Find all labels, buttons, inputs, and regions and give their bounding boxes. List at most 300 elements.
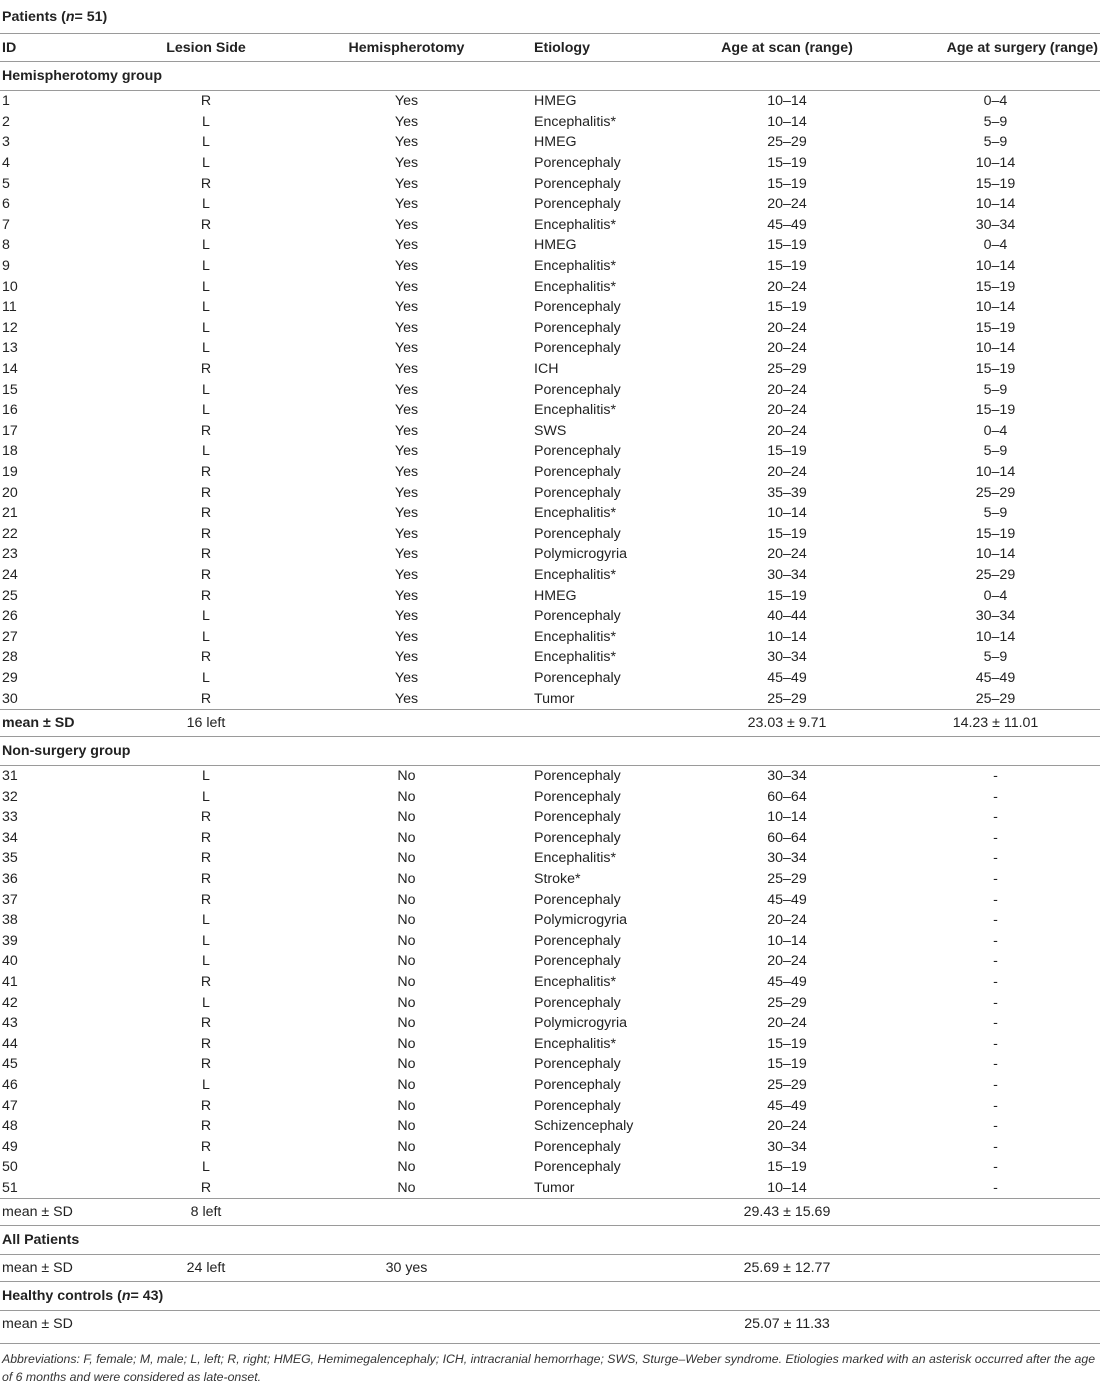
table-row — [0, 585, 1100, 606]
cell-etiology: Schizencephaly — [534, 1118, 634, 1135]
cell-lesion-side: R — [200, 1118, 212, 1135]
cell-hemispherotomy: Yes — [394, 278, 419, 295]
cell-hemispherotomy: No — [397, 1118, 416, 1135]
cell-lesion-side: L — [202, 443, 210, 460]
cell-id: 43 — [2, 1015, 18, 1032]
cell-id: 41 — [2, 974, 18, 991]
cell-etiology: Porencephaly — [534, 1097, 621, 1114]
cell-hemispherotomy: Yes — [394, 443, 419, 460]
cell-lesion-side: R — [200, 1097, 212, 1114]
table-row — [0, 544, 1100, 565]
table-row — [0, 828, 1100, 849]
cell-age-at-scan: 40–44 — [767, 608, 807, 625]
cell-age-at-scan: 15–19 — [767, 299, 807, 316]
cell-hemispherotomy: No — [397, 1179, 416, 1196]
cell-id: 39 — [2, 932, 18, 949]
table-row — [0, 359, 1100, 380]
cell-age-at-scan: 15–19 — [767, 525, 807, 542]
table-row — [0, 766, 1100, 787]
cell-etiology: HMEG — [534, 93, 577, 110]
cell-etiology: Porencephaly — [534, 463, 621, 480]
cell-age-at-surgery: - — [993, 1056, 998, 1073]
cell-id: 36 — [2, 871, 18, 888]
cell-hemispherotomy: Yes — [394, 361, 419, 378]
cell-age-at-surgery: - — [993, 1097, 998, 1114]
cell-hemispherotomy: Yes — [394, 155, 419, 172]
cell-etiology: Porencephaly — [534, 891, 621, 908]
cell-age-at-scan: 45–49 — [767, 216, 807, 233]
cell-etiology: Porencephaly — [534, 788, 621, 805]
table-row — [0, 462, 1100, 483]
cell-age-at-surgery: 25–29 — [975, 566, 1016, 583]
cell-lesion-side: R — [200, 361, 212, 378]
table-row — [0, 647, 1100, 668]
cell-lesion-side: L — [202, 608, 210, 625]
cell-age-at-surgery: - — [993, 1118, 998, 1135]
table-row — [0, 441, 1100, 462]
cell-lesion-side: L — [202, 953, 210, 970]
cell-hemispherotomy: Yes — [394, 587, 419, 604]
cell-id: 51 — [2, 1179, 18, 1196]
table-row — [0, 869, 1100, 890]
cell-id: 31 — [2, 768, 18, 785]
summary-lesion-side: 24 left — [186, 1260, 226, 1277]
cell-lesion-side: R — [200, 850, 212, 867]
cell-lesion-side: R — [200, 546, 212, 563]
cell-age-at-scan: 20–24 — [767, 953, 807, 970]
cell-etiology: Porencephaly — [534, 829, 621, 846]
cell-age-at-scan: 25–29 — [767, 690, 807, 707]
header-id: ID — [2, 39, 17, 56]
summary-row-non-surgery — [0, 1198, 1100, 1225]
cell-hemispherotomy: Yes — [394, 505, 419, 522]
cell-lesion-side: L — [202, 258, 210, 275]
cell-age-at-scan: 20–24 — [767, 340, 807, 357]
cell-hemispherotomy: Yes — [394, 381, 419, 398]
cell-age-at-surgery: 10–14 — [975, 546, 1016, 563]
cell-etiology: Porencephaly — [534, 443, 621, 460]
cell-age-at-surgery: 30–34 — [975, 216, 1016, 233]
cell-age-at-scan: 30–34 — [767, 768, 807, 785]
cell-lesion-side: L — [202, 669, 210, 686]
cell-age-at-scan: 15–19 — [767, 1056, 807, 1073]
cell-etiology: Encephalitis* — [534, 628, 617, 645]
table-row — [0, 523, 1100, 544]
cell-id: 33 — [2, 809, 18, 826]
cell-age-at-surgery: 10–14 — [975, 155, 1016, 172]
healthy-label-suffix: = 43) — [130, 1288, 164, 1305]
cell-etiology: Polymicrogyria — [534, 546, 628, 563]
cell-hemispherotomy: No — [397, 829, 416, 846]
cell-hemispherotomy: No — [397, 891, 416, 908]
cell-age-at-surgery: - — [993, 891, 998, 908]
cell-id: 30 — [2, 690, 18, 707]
cell-hemispherotomy: No — [397, 1077, 416, 1094]
cell-lesion-side: L — [202, 1077, 210, 1094]
summary-label: mean ± SD — [2, 714, 75, 731]
table-row — [0, 318, 1100, 339]
cell-lesion-side: R — [200, 587, 212, 604]
cell-age-at-surgery: 5–9 — [983, 113, 1008, 130]
summary-age-at-scan: 25.07 ± 11.33 — [744, 1316, 830, 1333]
cell-lesion-side: L — [202, 340, 210, 357]
table-row — [0, 297, 1100, 318]
cell-lesion-side: L — [202, 196, 210, 213]
table-row — [0, 256, 1100, 277]
cell-lesion-side: L — [202, 381, 210, 398]
table-row — [0, 1013, 1100, 1034]
cell-etiology: Porencephaly — [534, 319, 621, 336]
cell-lesion-side: R — [200, 93, 212, 110]
cell-id: 47 — [2, 1097, 18, 1114]
cell-etiology: Tumor — [534, 690, 575, 707]
cell-age-at-surgery: 15–19 — [975, 319, 1016, 336]
header-age-at-scan: Age at scan (range) — [721, 39, 853, 56]
table-row — [0, 338, 1100, 359]
cell-lesion-side: L — [202, 319, 210, 336]
cell-id: 29 — [2, 669, 18, 686]
table-row — [0, 1095, 1100, 1116]
cell-age-at-surgery: 5–9 — [983, 381, 1008, 398]
cell-age-at-surgery: 25–29 — [975, 690, 1016, 707]
cell-lesion-side: R — [200, 1015, 212, 1032]
cell-etiology: Polymicrogyria — [534, 1015, 628, 1032]
cell-id: 40 — [2, 953, 18, 970]
cell-age-at-surgery: 10–14 — [975, 628, 1016, 645]
cell-age-at-scan: 15–19 — [767, 1035, 807, 1052]
table-row — [0, 1034, 1100, 1055]
cell-age-at-surgery: - — [993, 1015, 998, 1032]
cell-age-at-surgery: - — [993, 829, 998, 846]
cell-lesion-side: R — [200, 891, 212, 908]
cell-hemispherotomy: No — [397, 850, 416, 867]
cell-lesion-side: R — [200, 566, 212, 583]
cell-id: 26 — [2, 608, 18, 625]
cell-age-at-surgery: 0–4 — [983, 237, 1008, 254]
title-n: n — [65, 8, 75, 25]
cell-age-at-scan: 45–49 — [767, 891, 807, 908]
cell-age-at-surgery: 0–4 — [983, 422, 1008, 439]
cell-age-at-surgery: - — [993, 1179, 998, 1196]
cell-etiology: Encephalitis* — [534, 402, 617, 419]
summary-label: mean ± SD — [2, 1204, 73, 1221]
cell-etiology: Porencephaly — [534, 525, 621, 542]
cell-age-at-scan: 30–34 — [767, 649, 807, 666]
cell-age-at-surgery: - — [993, 932, 998, 949]
cell-lesion-side: R — [200, 216, 212, 233]
cell-id: 12 — [2, 319, 18, 336]
cell-etiology: Porencephaly — [534, 484, 621, 501]
cell-lesion-side: R — [200, 505, 212, 522]
cell-hemispherotomy: Yes — [394, 669, 419, 686]
cell-etiology: Encephalitis* — [534, 850, 617, 867]
cell-age-at-scan: 25–29 — [767, 994, 807, 1011]
cell-etiology: ICH — [534, 361, 559, 378]
cell-etiology: HMEG — [534, 237, 577, 254]
cell-age-at-surgery: - — [993, 850, 998, 867]
cell-etiology: HMEG — [534, 587, 577, 604]
cell-id: 20 — [2, 484, 18, 501]
summary-row-all-patients — [0, 1254, 1100, 1281]
cell-id: 14 — [2, 361, 18, 378]
cell-etiology: Porencephaly — [534, 1077, 621, 1094]
cell-lesion-side: L — [202, 299, 210, 316]
cell-etiology: Porencephaly — [534, 932, 621, 949]
group-label-hemispherotomy: Hemispherotomy group — [0, 61, 1100, 90]
table-row — [0, 215, 1100, 236]
cell-hemispherotomy: Yes — [394, 422, 419, 439]
table-row — [0, 889, 1100, 910]
cell-lesion-side: L — [202, 1159, 210, 1176]
cell-etiology: Porencephaly — [534, 196, 621, 213]
cell-lesion-side: L — [202, 278, 210, 295]
summary-age-at-scan: 29.43 ± 15.69 — [743, 1204, 831, 1221]
table-row — [0, 606, 1100, 627]
cell-age-at-surgery: 5–9 — [983, 649, 1008, 666]
title-prefix: Patients ( — [2, 8, 66, 25]
cell-etiology: Porencephaly — [534, 608, 621, 625]
table-row — [0, 91, 1100, 112]
summary-lesion-side: 8 left — [190, 1204, 222, 1221]
cell-age-at-scan: 10–14 — [767, 113, 807, 130]
cell-id: 18 — [2, 443, 18, 460]
cell-id: 5 — [2, 175, 10, 192]
cell-age-at-scan: 15–19 — [767, 587, 807, 604]
cell-etiology: Porencephaly — [534, 381, 621, 398]
cell-id: 38 — [2, 912, 18, 929]
cell-id: 42 — [2, 994, 18, 1011]
cell-hemispherotomy: No — [397, 912, 416, 929]
cell-hemispherotomy: No — [397, 871, 416, 888]
cell-age-at-scan: 30–34 — [767, 850, 807, 867]
hemispherotomy-rows — [0, 90, 1100, 709]
non-surgery-rows — [0, 765, 1100, 1198]
cell-etiology: Encephalitis* — [534, 1035, 617, 1052]
cell-hemispherotomy: Yes — [394, 258, 419, 275]
cell-lesion-side: R — [200, 1035, 212, 1052]
cell-etiology: Porencephaly — [534, 994, 621, 1011]
cell-age-at-scan: 25–29 — [767, 871, 807, 888]
table-row — [0, 173, 1100, 194]
cell-hemispherotomy: No — [397, 1035, 416, 1052]
cell-hemispherotomy: Yes — [394, 525, 419, 542]
cell-age-at-scan: 20–24 — [767, 196, 807, 213]
cell-hemispherotomy: Yes — [394, 319, 419, 336]
cell-age-at-scan: 20–24 — [767, 402, 807, 419]
cell-id: 34 — [2, 829, 18, 846]
cell-lesion-side: R — [200, 690, 212, 707]
cell-lesion-side: R — [200, 1056, 212, 1073]
cell-etiology: Encephalitis* — [534, 505, 617, 522]
cell-etiology: Porencephaly — [534, 768, 621, 785]
cell-etiology: Porencephaly — [534, 299, 621, 316]
cell-id: 3 — [2, 134, 10, 151]
cell-lesion-side: R — [200, 829, 212, 846]
table-row — [0, 565, 1100, 586]
group-label-all-patients: All Patients — [0, 1225, 1100, 1254]
cell-age-at-surgery: 10–14 — [975, 258, 1016, 275]
cell-id: 16 — [2, 402, 18, 419]
cell-age-at-surgery: - — [993, 953, 998, 970]
table-row — [0, 194, 1100, 215]
cell-hemispherotomy: Yes — [394, 340, 419, 357]
cell-age-at-scan: 20–24 — [767, 463, 807, 480]
cell-etiology: Polymicrogyria — [534, 912, 628, 929]
cell-hemispherotomy: Yes — [394, 113, 419, 130]
cell-lesion-side: L — [202, 113, 210, 130]
title-suffix: = 51) — [74, 8, 108, 25]
cell-id: 22 — [2, 525, 18, 542]
cell-age-at-scan: 15–19 — [767, 155, 807, 172]
cell-id: 46 — [2, 1077, 18, 1094]
cell-age-at-surgery: 10–14 — [975, 196, 1016, 213]
cell-age-at-surgery: - — [993, 994, 998, 1011]
cell-lesion-side: L — [202, 768, 210, 785]
cell-lesion-side: R — [200, 974, 212, 991]
cell-hemispherotomy: No — [397, 768, 416, 785]
cell-age-at-scan: 15–19 — [767, 237, 807, 254]
cell-id: 9 — [2, 258, 10, 275]
healthy-label-prefix: Healthy controls ( — [2, 1288, 122, 1305]
cell-lesion-side: R — [200, 484, 212, 501]
cell-age-at-surgery: 25–29 — [975, 484, 1016, 501]
cell-hemispherotomy: Yes — [394, 196, 419, 213]
cell-hemispherotomy: Yes — [394, 649, 419, 666]
summary-age-at-surgery: 14.23 ± 11.01 — [952, 714, 1039, 731]
cell-lesion-side: R — [200, 463, 212, 480]
cell-hemispherotomy: No — [397, 994, 416, 1011]
cell-lesion-side: L — [202, 134, 210, 151]
table-title — [0, 0, 1100, 33]
table-footnote: Abbreviations: F, female; M, male; L, left; R, right; HMEG, Hemimegalencephaly; ICH, intracranial hemorrhage; SWS, Sturge–Weber syndrome. Etiologies marked with an asterisk occurred after the age of 6 months and were considered as late-onset. — [0, 1343, 1100, 1386]
cell-age-at-surgery: 15–19 — [975, 402, 1016, 419]
cell-age-at-surgery: - — [993, 768, 998, 785]
cell-lesion-side: R — [200, 175, 212, 192]
summary-age-at-scan: 25.69 ± 12.77 — [743, 1260, 831, 1277]
cell-hemispherotomy: Yes — [394, 608, 419, 625]
cell-hemispherotomy: No — [397, 1015, 416, 1032]
cell-etiology: Encephalitis* — [534, 649, 617, 666]
cell-age-at-surgery: - — [993, 809, 998, 826]
cell-age-at-surgery: - — [993, 1035, 998, 1052]
table-row — [0, 848, 1100, 869]
cell-id: 23 — [2, 546, 18, 563]
summary-age-at-scan: 23.03 ± 9.71 — [747, 714, 827, 731]
cell-hemispherotomy: Yes — [394, 628, 419, 645]
group-label-healthy-controls — [0, 1281, 1100, 1310]
table-row — [0, 482, 1100, 503]
cell-age-at-surgery: - — [993, 788, 998, 805]
cell-id: 32 — [2, 788, 18, 805]
cell-hemispherotomy: No — [397, 788, 416, 805]
cell-etiology: HMEG — [534, 134, 577, 151]
cell-id: 7 — [2, 216, 10, 233]
cell-id: 27 — [2, 628, 18, 645]
cell-hemispherotomy: No — [397, 932, 416, 949]
header-row — [0, 33, 1100, 61]
cell-age-at-surgery: 10–14 — [975, 340, 1016, 357]
table-row — [0, 503, 1100, 524]
cell-age-at-surgery: 45–49 — [975, 669, 1016, 686]
cell-etiology: Porencephaly — [534, 953, 621, 970]
cell-id: 35 — [2, 850, 18, 867]
table-row — [0, 992, 1100, 1013]
cell-age-at-scan: 10–14 — [767, 932, 807, 949]
table-row — [0, 1116, 1100, 1137]
cell-lesion-side: L — [202, 237, 210, 254]
cell-hemispherotomy: Yes — [394, 402, 419, 419]
cell-age-at-surgery: 10–14 — [975, 463, 1016, 480]
cell-id: 49 — [2, 1138, 18, 1155]
cell-id: 19 — [2, 463, 18, 480]
table-row — [0, 421, 1100, 442]
cell-id: 15 — [2, 381, 18, 398]
cell-age-at-scan: 15–19 — [767, 443, 807, 460]
cell-id: 24 — [2, 566, 18, 583]
cell-hemispherotomy: Yes — [394, 93, 419, 110]
cell-hemispherotomy: Yes — [394, 299, 419, 316]
cell-id: 4 — [2, 155, 10, 172]
cell-lesion-side: R — [200, 649, 212, 666]
table-row — [0, 276, 1100, 297]
cell-etiology: Porencephaly — [534, 1138, 621, 1155]
cell-age-at-scan: 30–34 — [767, 566, 807, 583]
healthy-label-n: n — [121, 1288, 131, 1305]
cell-lesion-side: R — [200, 871, 212, 888]
cell-hemispherotomy: Yes — [394, 175, 419, 192]
cell-hemispherotomy: Yes — [394, 134, 419, 151]
cell-age-at-surgery: - — [993, 871, 998, 888]
cell-age-at-surgery: - — [993, 1138, 998, 1155]
cell-age-at-surgery: 15–19 — [975, 525, 1016, 542]
table-row — [0, 153, 1100, 174]
table-row — [0, 668, 1100, 689]
cell-lesion-side: L — [202, 912, 210, 929]
cell-age-at-surgery: - — [993, 974, 998, 991]
cell-age-at-scan: 45–49 — [767, 974, 807, 991]
cell-lesion-side: L — [202, 994, 210, 1011]
cell-age-at-surgery: 15–19 — [975, 361, 1016, 378]
cell-age-at-scan: 20–24 — [767, 278, 807, 295]
cell-lesion-side: L — [202, 932, 210, 949]
header-lesion-side: Lesion Side — [166, 39, 246, 56]
table-row — [0, 786, 1100, 807]
cell-age-at-surgery: 10–14 — [975, 299, 1016, 316]
table-row — [0, 1075, 1100, 1096]
cell-etiology: Encephalitis* — [534, 566, 617, 583]
cell-age-at-scan: 60–64 — [767, 788, 807, 805]
cell-hemispherotomy: Yes — [394, 463, 419, 480]
table-row — [0, 951, 1100, 972]
cell-etiology: Stroke* — [534, 871, 581, 888]
cell-etiology: Porencephaly — [534, 340, 621, 357]
cell-id: 21 — [2, 505, 18, 522]
group-label-non-surgery: Non-surgery group — [0, 736, 1100, 765]
cell-age-at-scan: 45–49 — [767, 669, 807, 686]
cell-lesion-side: R — [200, 1138, 212, 1155]
cell-id: 44 — [2, 1035, 18, 1052]
summary-label: mean ± SD — [2, 1316, 73, 1333]
cell-age-at-scan: 10–14 — [767, 628, 807, 645]
cell-lesion-side: R — [200, 525, 212, 542]
cell-etiology: Tumor — [534, 1179, 575, 1196]
cell-hemispherotomy: Yes — [394, 546, 419, 563]
header-etiology: Etiology — [534, 39, 590, 56]
cell-age-at-scan: 20–24 — [767, 1118, 807, 1135]
cell-age-at-scan: 10–14 — [767, 93, 807, 110]
summary-label: mean ± SD — [2, 1260, 73, 1277]
table-row — [0, 400, 1100, 421]
